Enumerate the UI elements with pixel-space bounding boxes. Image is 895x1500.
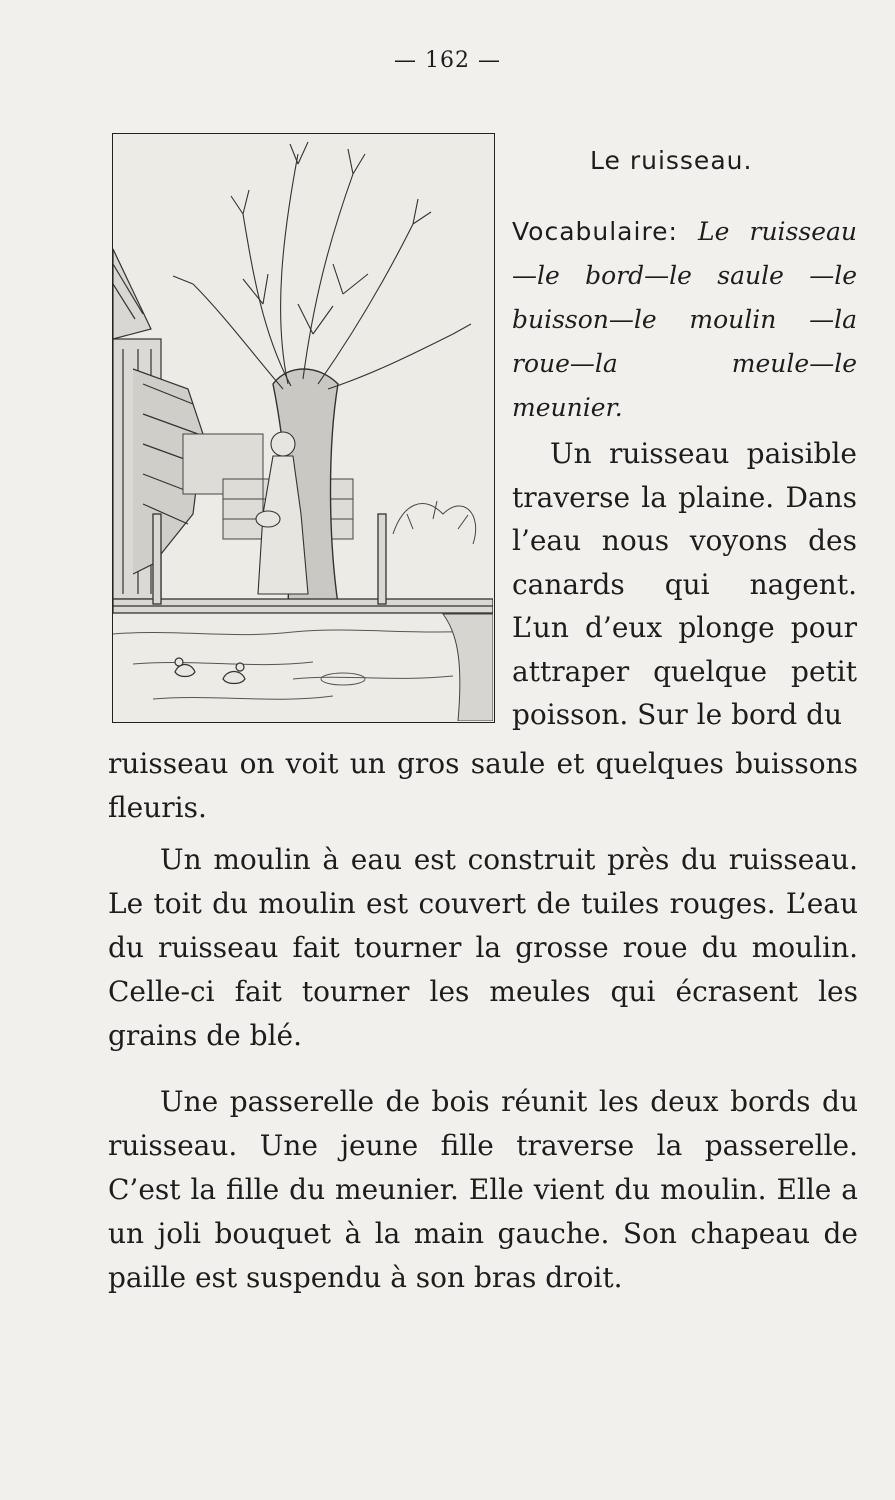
page-number: — 162 — [394,48,501,73]
stream-water-drawing [113,630,493,699]
illustration-mill-stream [112,133,495,723]
vocabulary-label: Vocabulaire: [512,217,678,246]
paragraph-3: Une passerelle de bois réunit les deux bords du ruisseau. Une jeune fille traverse la passerelle. C’est la fille du meunier. Elle vient du moulin. Elle a un joli bouquet à la main gauche. Son chapeau de paille est suspendu à son bras droit. [108,1085,858,1294]
paragraph-1-start: Un ruisseau paisible traverse la plaine. Dans l’eau nous voyons des canards qui nagent. L’un d’eux plonge pour attraper quelque petit poisson. Sur le bord du [512,437,857,731]
vocabulary-block [512,210,857,430]
willow-branches-drawing [173,142,471,389]
vocabulary-words: Le ruisseau—le bord—le saule —le buisson—le moulin —la roue—la meule—le meunier. [512,217,857,422]
paragraph-1-end: ruisseau on voit un gros saule et quelques buissons fleuris. [108,747,858,824]
riverbank-drawing [443,614,493,721]
paragraph-2: Un moulin à eau est construit près du ruisseau. Le toit du moulin est couvert de tuiles rouges. L’eau du ruisseau fait tourner la grosse roue du moulin. Celle-ci fait tourner les meules qui écrasent les grains de blé. [108,843,858,1052]
ducks-drawing [175,658,245,684]
bush-drawing [393,501,476,544]
lesson-title: Le ruisseau. [590,146,753,175]
